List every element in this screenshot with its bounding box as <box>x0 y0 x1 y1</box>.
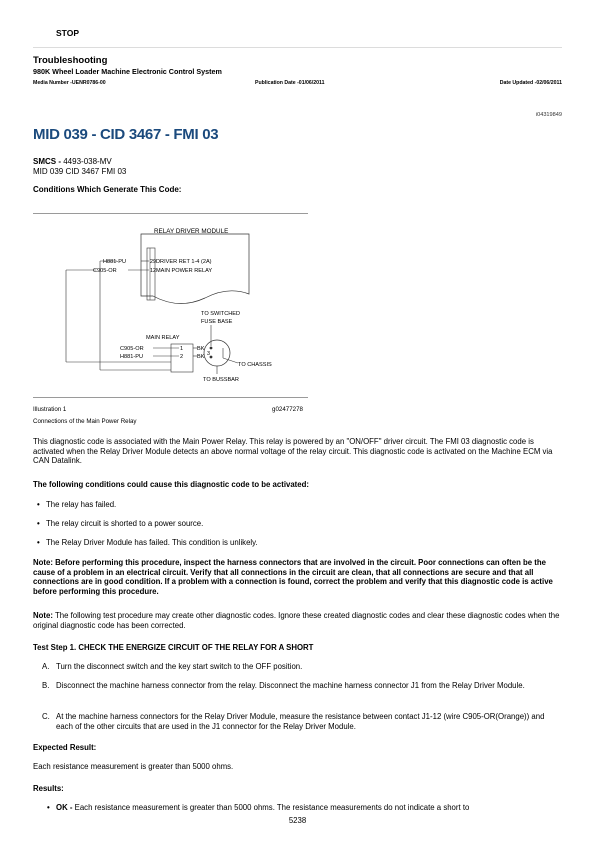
note-inspect-connectors: Note: Before performing this procedure, inspect the harness connectors that are involved in the circuit. Poor connections can often be the cause of a problem in an electrical circuit. Verify that all connections in the circuit are clean, that all connections are secure and that all connections are in good condition. If a problem with a connection is found, correct the problem and verify that this diagnostic code is active before performing this procedure. <box>33 558 553 596</box>
figure-bottom-rule <box>33 397 308 398</box>
cause-item: • The Relay Driver Module has failed. This condition is unlikely. <box>46 538 258 547</box>
note-test-procedure <box>33 611 561 630</box>
intro-paragraph: This diagnostic code is associated with the Main Power Relay. This relay is powered by an "ON/OFF" driver circuit. The FMI 03 diagnostic code is activated when the Relay Driver Module detects an above normal voltage of the relay circuit. This diagnostic code is activated on the Machine ECM via CAN Datalink. <box>33 437 553 466</box>
smcs-block <box>33 157 126 177</box>
publication-date: Publication Date -01/06/2011 <box>255 80 325 86</box>
relay-contact-1 <box>210 347 213 350</box>
step-label: A. <box>42 662 50 671</box>
document-id: i04319849 <box>535 112 562 118</box>
step-label: B. <box>42 681 50 690</box>
to-bussbar-label: TO BUSSBAR <box>203 377 239 383</box>
step-text: Turn the disconnect switch and the key start switch to the OFF position. <box>56 662 303 671</box>
fuse-base-label: FUSE BASE <box>201 319 233 325</box>
illustration-id: g02477278 <box>272 406 303 413</box>
test-step-1-heading: Test Step 1. CHECK THE ENERGIZE CIRCUIT OF THE RELAY FOR A SHORT <box>33 643 314 652</box>
cause-item: • The relay has failed. <box>46 500 116 509</box>
header-divider <box>33 47 562 48</box>
main-relay-label: MAIN RELAY <box>146 335 180 341</box>
date-updated: Date Updated -02/06/2011 <box>499 80 562 86</box>
page-number: 5238 <box>288 816 307 825</box>
cause-item: • The relay circuit is shorted to a power source. <box>46 519 203 528</box>
step-text: Disconnect the machine harness connector from the relay. Disconnect the machine harness connector J1 from the Relay Driver Module. <box>56 681 525 690</box>
relay-wire-c905-label: C905-OR <box>120 346 144 352</box>
illustration-number: Illustration 1 <box>33 406 67 413</box>
main-power-relay-label: MAIN POWER RELAY <box>156 268 213 274</box>
note-label: Note: <box>33 611 53 620</box>
page-title: MID 039 - CID 3467 - FMI 03 <box>33 126 219 143</box>
expected-result-heading: Expected Result: <box>33 743 97 752</box>
relay-terminal-3: 3 <box>207 351 210 357</box>
causes-heading: The following conditions could cause this diagnostic code to be activated: <box>33 480 309 489</box>
chassis-wire <box>223 358 238 363</box>
ok-label: OK - <box>56 803 73 812</box>
relay-pin1: 1 <box>180 346 184 352</box>
expected-result-text: Each resistance measurement is greater than 5000 ohms. <box>33 762 234 771</box>
manual-subtitle: 980K Wheel Loader Machine Electronic Control System <box>33 67 222 76</box>
module-title: RELAY DRIVER MODULE <box>154 228 229 235</box>
connector-block <box>147 248 155 300</box>
smcs-line2: MID 039 CID 3467 FMI 03 <box>33 167 127 176</box>
wire-c905-label: C905-OR <box>93 268 117 274</box>
relay-wire-h881-label: H881-PU <box>120 354 144 360</box>
results-heading: Results: <box>33 784 64 793</box>
smcs-label: SMCS - <box>33 157 61 166</box>
bk-label-2: BK <box>197 354 205 360</box>
section-title: Troubleshooting <box>33 55 108 66</box>
smcs-code: 4493-038-MV <box>63 157 112 166</box>
to-chassis-label: TO CHASSIS <box>238 362 272 368</box>
media-number: Media Number -UENR0786-00 <box>33 80 106 86</box>
pin-29-label: 29 <box>150 259 156 265</box>
relay-wiring-diagram <box>33 214 309 396</box>
relay-contact-2 <box>210 356 213 359</box>
ok-text: Each resistance measurement is greater than 5000 ohms. The resistance measurements do not indicate a short to <box>74 803 470 812</box>
step-text: At the machine harness connectors for the Relay Driver Module, measure the resistance between contact J1-12 (wire C905-OR(Orange)) and each of the other circuits that are used in the J1 connector for the Relay Driver Module. <box>56 712 545 731</box>
pin-12-label: 12 <box>150 268 156 274</box>
step-item-b <box>42 681 561 691</box>
step-item-a <box>42 662 561 672</box>
bk-label-1: BK <box>197 346 205 352</box>
step-item-c <box>42 712 561 731</box>
step-label: C. <box>42 712 50 721</box>
result-ok-item <box>56 803 561 813</box>
illustration-caption: Connections of the Main Power Relay <box>33 418 137 425</box>
to-switched-label: TO SWITCHED <box>201 311 241 317</box>
conditions-heading: Conditions Which Generate This Code: <box>33 185 182 194</box>
stop-label: STOP <box>56 28 79 38</box>
wire-h881-label: H881-PU <box>103 259 127 265</box>
relay-pin2: 2 <box>180 354 184 360</box>
driver-ret-label: DRIVER RET 1-4 (2A) <box>156 259 212 265</box>
note-text: The following test procedure may create other diagnostic codes. Ignore these created diagnostic codes and clear these diagnostic codes when the original diagnostic code has been corrected. <box>33 611 560 630</box>
